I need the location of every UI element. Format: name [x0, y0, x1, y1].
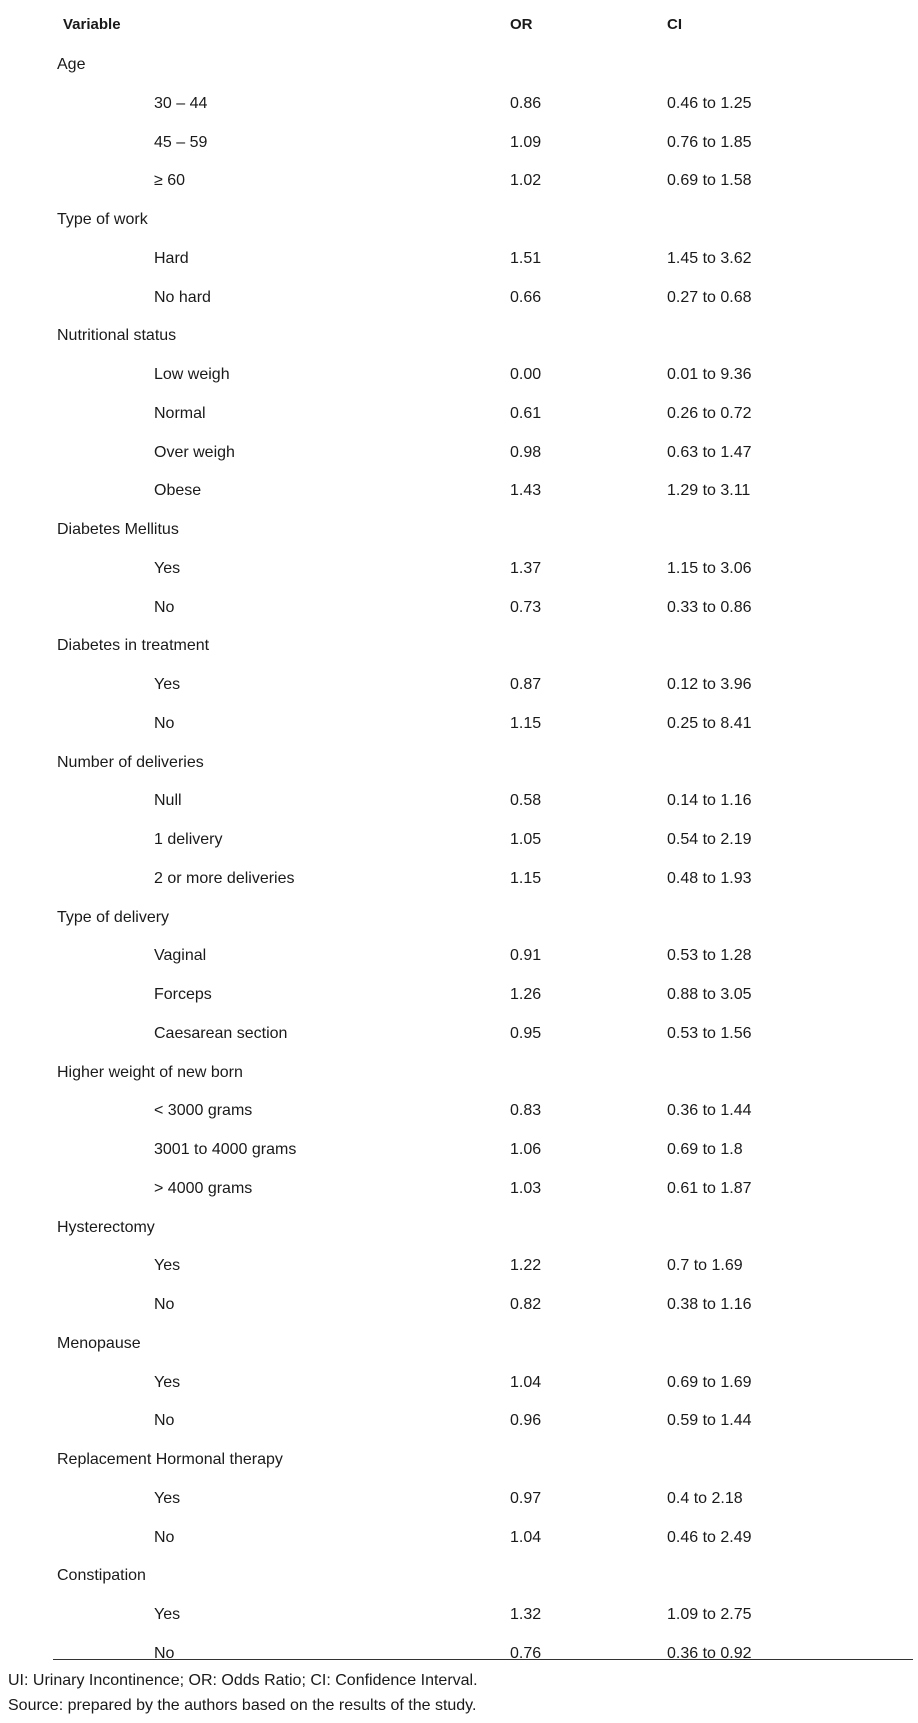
group-label: Age — [57, 56, 86, 73]
confidence-interval-value: 0.46 to 2.49 — [667, 1528, 752, 1546]
confidence-interval-value: 0.14 to 1.16 — [667, 792, 752, 810]
variable-label: No — [154, 598, 175, 616]
group-label: Replacement Hormonal therapy — [57, 1451, 283, 1468]
variable-label: 30 – 44 — [154, 94, 208, 112]
odds-ratio-value: 0.86 — [510, 94, 542, 112]
odds-ratio-value: 1.15 — [510, 869, 542, 887]
odds-ratio-value: 0.98 — [510, 443, 542, 461]
confidence-interval-value: 0.26 to 0.72 — [667, 404, 752, 422]
variable-label: No — [154, 1528, 175, 1546]
variable-label: < 3000 grams — [154, 1102, 253, 1120]
odds-ratio-value: 1.26 — [510, 986, 542, 1003]
odds-ratio-value: 0.61 — [510, 404, 542, 422]
variable-label: No — [154, 1644, 175, 1662]
group-label: Hysterectomy — [57, 1218, 155, 1236]
group-label: Type of delivery — [57, 908, 170, 926]
confidence-interval-value: 0.36 to 1.44 — [667, 1102, 752, 1120]
variable-label: Obese — [154, 482, 202, 500]
odds-ratio-value: 1.04 — [510, 1528, 542, 1546]
confidence-interval-value: 0.54 to 2.19 — [667, 831, 752, 848]
variable-label: Yes — [154, 1606, 181, 1623]
confidence-interval-value: 0.7 to 1.69 — [667, 1257, 743, 1275]
header-variable: Variable — [63, 16, 121, 33]
header-or: OR — [510, 16, 533, 33]
confidence-interval-value: 0.69 to 1.69 — [667, 1373, 752, 1391]
variable-label: ≥ 60 — [154, 172, 186, 190]
confidence-interval-value: 0.76 to 1.85 — [667, 133, 752, 151]
table-row — [0, 705, 918, 744]
confidence-interval-value: 0.25 to 8.41 — [667, 714, 752, 732]
odds-ratio-value: 1.03 — [510, 1179, 542, 1197]
header-ci: CI — [667, 16, 682, 33]
table-row — [0, 1596, 918, 1635]
variable-label: 2 or more deliveries — [154, 869, 295, 887]
variable-label: Yes — [154, 676, 181, 693]
table-row — [0, 1286, 918, 1325]
table-notes — [8, 1668, 478, 1718]
table-row — [0, 1131, 918, 1170]
variable-label: No — [154, 1412, 175, 1430]
variable-label: Yes — [154, 1489, 181, 1507]
odds-ratio-value: 1.04 — [510, 1373, 542, 1391]
table-row — [0, 589, 918, 628]
variable-label: 3001 to 4000 grams — [154, 1141, 297, 1158]
table-group-row — [0, 1054, 918, 1093]
table-group-row — [0, 1209, 918, 1248]
variable-label: No — [154, 1296, 175, 1313]
table-row — [0, 1519, 918, 1558]
odds-ratio-value: 1.22 — [510, 1257, 542, 1275]
odds-ratio-value: 1.06 — [510, 1141, 542, 1158]
table-row — [0, 976, 918, 1015]
group-label: Diabetes in treatment — [57, 637, 210, 655]
table-row — [0, 821, 918, 860]
table-row — [0, 666, 918, 705]
table-row — [0, 240, 918, 279]
confidence-interval-value: 0.36 to 0.92 — [667, 1644, 752, 1662]
confidence-interval-value: 0.46 to 1.25 — [667, 94, 752, 112]
odds-ratio-value: 0.87 — [510, 676, 542, 693]
table-group-row — [0, 1441, 918, 1480]
odds-ratio-value: 1.05 — [510, 831, 542, 848]
variable-label: 1 delivery — [154, 831, 223, 848]
variable-label: Null — [154, 792, 182, 810]
odds-ratio-value: 1.37 — [510, 559, 542, 577]
variable-label: Yes — [154, 559, 181, 577]
group-label: Nutritional status — [57, 327, 177, 345]
confidence-interval-value: 0.38 to 1.16 — [667, 1296, 752, 1313]
variable-label: Low weigh — [154, 366, 230, 383]
confidence-interval-value: 0.61 to 1.87 — [667, 1179, 752, 1197]
abbreviations-note: UI: Urinary Incontinence; OR: Odds Ratio; CI: Confidence Interval. — [8, 1672, 478, 1689]
odds-ratio-value: 0.58 — [510, 792, 542, 810]
table-row — [0, 85, 918, 124]
variable-label: Hard — [154, 249, 189, 267]
table-group-row — [0, 627, 918, 666]
table-group-row — [0, 899, 918, 938]
table-row — [0, 1092, 918, 1131]
variable-label: Vaginal — [154, 947, 207, 965]
table-row — [0, 162, 918, 201]
group-label: Number of deliveries — [57, 753, 204, 771]
variable-label: Yes — [154, 1373, 181, 1391]
odds-ratio-value: 1.51 — [510, 249, 542, 267]
table-group-row — [0, 744, 918, 783]
table-row — [0, 1170, 918, 1209]
table-group-row — [0, 201, 918, 240]
confidence-interval-value: 0.4 to 2.18 — [667, 1489, 743, 1507]
confidence-interval-value: 0.88 to 3.05 — [667, 986, 752, 1003]
table-row — [0, 472, 918, 511]
table-row — [0, 550, 918, 589]
confidence-interval-value: 0.53 to 1.56 — [667, 1024, 752, 1042]
odds-ratio-value: 0.83 — [510, 1102, 542, 1120]
table-header-row — [0, 0, 918, 50]
variable-label: Caesarean section — [154, 1024, 288, 1042]
confidence-interval-value: 0.01 to 9.36 — [667, 366, 752, 383]
table-group-row — [0, 1325, 918, 1364]
confidence-interval-value: 0.12 to 3.96 — [667, 676, 752, 693]
table-body — [0, 46, 918, 1674]
confidence-interval-value: 0.69 to 1.58 — [667, 172, 752, 190]
group-label: Constipation — [57, 1567, 146, 1585]
confidence-interval-value: 0.69 to 1.8 — [667, 1141, 743, 1158]
table-row — [0, 1480, 918, 1519]
confidence-interval-value: 0.59 to 1.44 — [667, 1412, 752, 1430]
table-group-row — [0, 1557, 918, 1596]
source-note: Source: prepared by the authors based on the results of the study. — [8, 1697, 477, 1714]
variable-label: > 4000 grams — [154, 1179, 253, 1197]
odds-ratio-value: 0.96 — [510, 1412, 542, 1430]
variable-label: Normal — [154, 404, 206, 422]
odds-ratio-value: 0.73 — [510, 598, 542, 616]
group-label: Diabetes Mellitus — [57, 521, 179, 538]
odds-ratio-value: 0.00 — [510, 366, 542, 383]
table-row — [0, 395, 918, 434]
odds-ratio-value: 1.43 — [510, 482, 542, 500]
odds-ratio-value: 0.97 — [510, 1489, 542, 1507]
table-group-row — [0, 511, 918, 550]
odds-ratio-value: 0.66 — [510, 288, 542, 306]
confidence-interval-value: 0.48 to 1.93 — [667, 869, 752, 887]
table-row — [0, 937, 918, 976]
variable-label: Over weigh — [154, 443, 235, 461]
confidence-interval-value: 1.29 to 3.11 — [667, 482, 751, 500]
odds-ratio-value: 0.82 — [510, 1296, 542, 1313]
odds-ratio-value: 1.15 — [510, 714, 542, 732]
confidence-interval-value: 0.53 to 1.28 — [667, 947, 752, 965]
table-bottom-rule — [53, 1659, 913, 1660]
table-row — [0, 279, 918, 318]
odds-ratio-value: 1.09 — [510, 133, 542, 151]
variable-label: No — [154, 714, 175, 732]
variable-label: Forceps — [154, 986, 212, 1003]
table-row — [0, 1364, 918, 1403]
table-row — [0, 1402, 918, 1441]
confidence-interval-value: 0.63 to 1.47 — [667, 443, 752, 461]
table-group-row — [0, 317, 918, 356]
table-row — [0, 1247, 918, 1286]
confidence-interval-value: 0.27 to 0.68 — [667, 288, 752, 306]
confidence-interval-value: 1.15 to 3.06 — [667, 559, 752, 577]
table-group-row — [0, 46, 918, 85]
table-row — [0, 434, 918, 473]
group-label: Higher weight of new born — [57, 1063, 243, 1081]
variable-label: No hard — [154, 288, 211, 306]
table-row — [0, 124, 918, 163]
confidence-interval-value: 0.33 to 0.86 — [667, 598, 752, 616]
confidence-interval-value: 1.45 to 3.62 — [667, 249, 752, 267]
odds-ratio-value: 1.02 — [510, 172, 542, 190]
odds-ratio-value: 1.32 — [510, 1606, 542, 1623]
odds-ratio-value: 0.76 — [510, 1644, 542, 1662]
odds-ratio-value: 0.91 — [510, 947, 542, 965]
variable-label: 45 – 59 — [154, 133, 208, 151]
table-row — [0, 1015, 918, 1054]
table-row — [0, 356, 918, 395]
odds-ratio-value: 0.95 — [510, 1024, 542, 1042]
group-label: Menopause — [57, 1334, 141, 1352]
group-label: Type of work — [57, 211, 148, 228]
table-row — [0, 860, 918, 899]
variable-label: Yes — [154, 1257, 181, 1275]
confidence-interval-value: 1.09 to 2.75 — [667, 1606, 752, 1623]
table-row — [0, 782, 918, 821]
